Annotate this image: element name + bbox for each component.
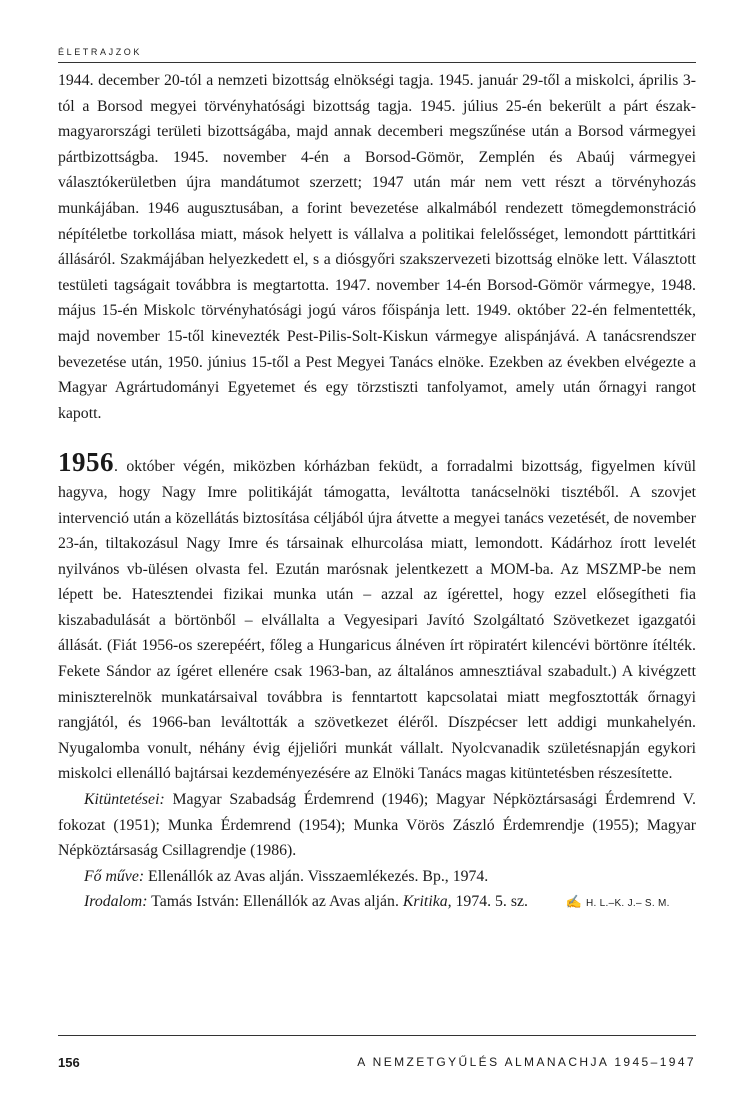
running-head: ÉLETRAJZOK <box>58 47 143 57</box>
literature-paragraph <box>58 889 696 917</box>
literature-journal: Kritika, <box>402 893 452 911</box>
literature-text: Tamás István: Ellenállók az Avas alján. <box>147 893 403 911</box>
year-heading: 1956 <box>58 447 114 478</box>
paragraph-1956 <box>58 447 696 787</box>
awards-label: Kitüntetései: <box>84 791 165 809</box>
biography-body <box>58 68 696 917</box>
running-foot: A NEMZETGYŰLÉS ALMANACHJA 1945–1947 <box>357 1055 696 1069</box>
document-page <box>58 0 696 1112</box>
page-number: 156 <box>58 1055 80 1070</box>
awards-paragraph <box>58 787 696 864</box>
main-work-paragraph <box>58 864 696 890</box>
literature-issue: 1974. 5. sz. <box>451 893 528 911</box>
main-work-label: Fő műve: <box>84 867 145 885</box>
main-work-text: Ellenállók az Avas alján. Visszaemlékezés. Bp., 1974. <box>144 867 489 885</box>
awards-text: Magyar Szabadság Érdemrend (1946); Magyar Népköztársasági Érdemrend V. fokozat (1951); Munka Érdemrend (1954); Munka Vörös Zászló Érdemrendje (1955); Magyar Népköztársaság Csillagrendje (1986). <box>58 791 696 860</box>
header-rule <box>58 62 696 63</box>
pen-writing-icon: ✍ <box>565 894 582 910</box>
author-initials: H. L.–K. J.– S. M. <box>585 898 670 910</box>
paragraph-1956-text: . október végén, miközben kórházban feküdt, a forradalmi bizottság, figyelmen kívül hagyva, hogy Nagy Imre politikáját támogatta, leváltotta tanácselnöki tisztéből. A szovjet intervenció után a közellátás biztosítása céljából újra átvette a megyei tanács vezetését, de november 23-án, tiltakozásul Nagy Imre és társainak elhurcolása miatt, lemondott. Kádárhoz írott levelét nyilvános vb-ülésen olvasta fel. Ezután marósnak jelentkezett a MOM-ba. Az MSZMP-be nem lépett be. Hatesztendei fizikai munka után – azzal az ígérettel, hogy ezzel elősegítheti fia kiszabadulását a börtönből – elvállalta a Vegyesipari Javító Szolgáltató Szövetkezet igazgatói állását. (Fiát 1956-os szerepéért, főleg a Hungaricus álnéven írt röpiratért kilencévi börtönre ítélték. Fekete Sándor az ígéret ellenére csak 1963-ban, az általános amnesztiával szabadult.) A kivégzett miniszterelnök munkatársaival továbbra is fenntartott kapcsolatai miatt megfosztották őrnagyi rangjától, és 1966-ban leváltották a szövetkezet éléről. Díszpécser lett addigi munkahelyén. Nyugalomba vonult, néhány évig éjjeliőri munkát vállalt. Nyolcvanadik születésnapján egykori miskolci ellenálló bajtársai kezdeményezésére az Elnöki Tanács magas kitüntetésben részesítette. <box>58 458 696 783</box>
literature-label: Irodalom: <box>84 893 148 911</box>
paragraph-1945-1950: 1944. december 20-tól a nemzeti bizottság elnökségi tagja. 1945. január 29-től a miskolci, április 3-tól a Borsod megyei törvényhatósági bizottság tagja. 1945. július 25-én bekerült a párt észak-magyarországi területi bizottságába, majd annak decemberi megszűnése után a Borsod vármegyei pártbizottságba. 1945. november 4-én a Borsod-Gömör, Zemplén és Abaúj vármegyei választókerületben újra mandátumot szerzett; 1947 után már nem vett részt a törvényhozás munkájában. 1946 augusztusában, a forint bevezetése alkalmából rendezett tömegdemonstráció népítéletbe torkollása miatt, mások helyett is vállalva a politikai felelősséget, lemondott párttitkári állásáról. Szakmájában helyezkedett el, s a diósgyőri szakszervezeti bizottság elnöke lett. Választott testületi tagságait továbbra is megtartotta. 1947. november 14-én Borsod-Gömör vármegye, 1948. május 15-én Miskolc törvényhatósági jogú város főispánja lett. 1949. október 22-én felmentették, majd november 15-től kinevezték Pest-Pilis-Solt-Kiskun vármegye alispánjává. A tanácsrendszer bevezetése után, 1950. június 15-től a Pest Megyei Tanács elnöke. Ezekben az években elvégezte a Magyar Agrártudományi Egyetemet és egy törzstiszti tanfolyamot, amely után őrnagyi rangot kapott. <box>58 72 696 422</box>
footer-rule <box>58 1035 696 1036</box>
